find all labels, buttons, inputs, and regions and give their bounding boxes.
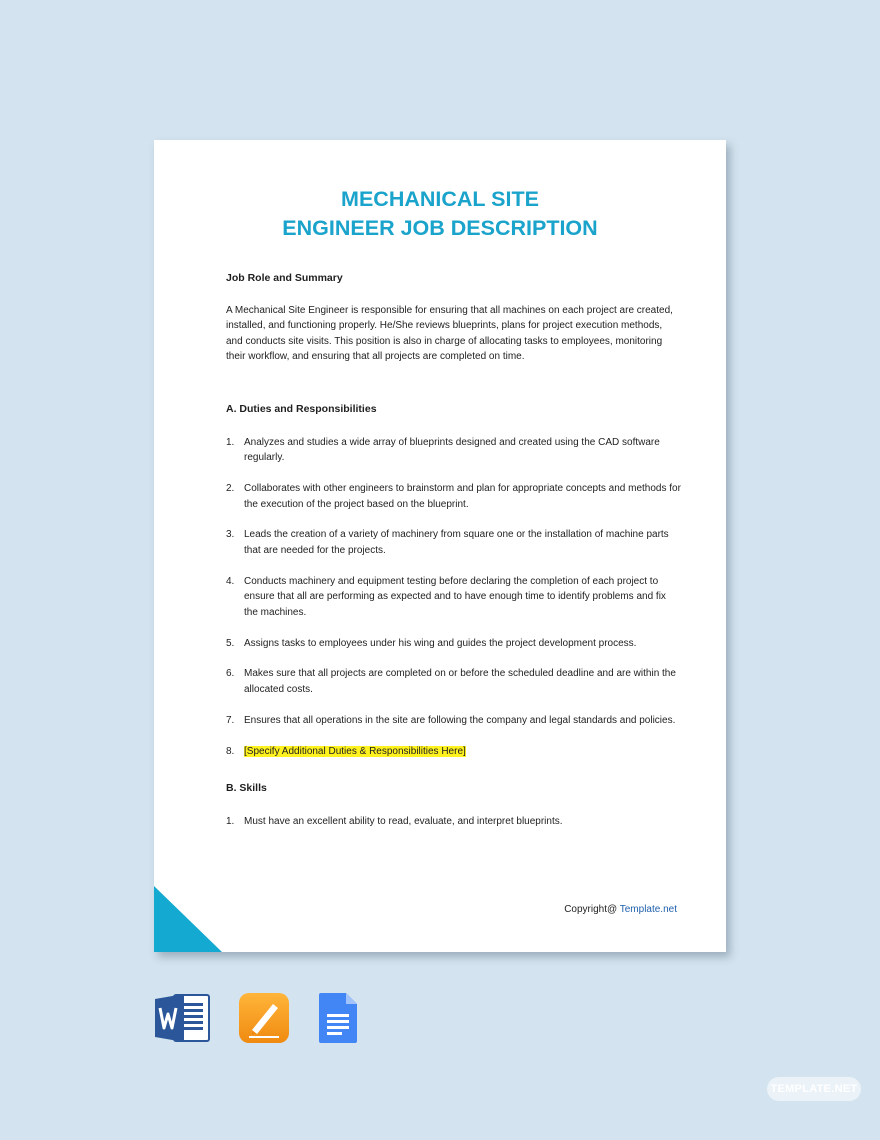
list-item xyxy=(226,814,681,830)
word-icon[interactable] xyxy=(154,992,212,1044)
copyright-label: Copyright@ xyxy=(564,904,620,915)
list-item xyxy=(226,636,681,652)
list-item-number: 4. xyxy=(226,575,235,587)
pages-icon[interactable] xyxy=(238,992,290,1044)
list-item-number: 1. xyxy=(226,436,235,448)
duties-section xyxy=(226,402,681,759)
placeholder-highlight[interactable]: [Specify Additional Duties & Responsibilities Here] xyxy=(244,745,466,757)
skills-list xyxy=(226,814,681,830)
list-item-text: Analyzes and studies a wide array of blueprints designed and created using the CAD software regularly. xyxy=(244,436,660,464)
list-item xyxy=(226,713,681,729)
list-item xyxy=(226,481,681,512)
list-item-number: 7. xyxy=(226,714,235,726)
list-item-text: Conducts machinery and equipment testing before declaring the completion of each project to ensure that all are performing as expected and to have enough time to identify problems and fix the machines. xyxy=(244,575,666,618)
watermark-badge: TEMPLATE.NET xyxy=(767,1077,861,1101)
corner-accent xyxy=(154,886,222,952)
document-page xyxy=(154,140,726,952)
document-body xyxy=(226,271,681,845)
title-line-2: ENGINEER JOB DESCRIPTION xyxy=(282,216,598,240)
skills-heading: B. Skills xyxy=(226,782,267,795)
copyright-notice xyxy=(564,904,677,915)
list-item-text: Collaborates with other engineers to brainstorm and plan for appropriate concepts and methods for the execution of the project based on the blueprint. xyxy=(244,482,681,510)
list-item-text: Leads the creation of a variety of machinery from square one or the installation of machine parts that are needed for the projects. xyxy=(244,529,669,556)
summary-paragraph: A Mechanical Site Engineer is responsible for ensuring that all machines on each project are created, installed, and functioning properly. He/She reviews blueprints, plans for project execution methods, and conducts site visits. This position is also in charge of allocating tasks to employees, monitoring their workflow, and ensuring that all projects are completed on time. xyxy=(226,304,673,363)
list-item xyxy=(226,574,681,621)
list-item-number: 6. xyxy=(226,668,235,680)
list-item-number: 1. xyxy=(226,815,235,827)
duties-list xyxy=(226,435,681,760)
summary-heading: Job Role and Summary xyxy=(226,272,343,284)
list-item-number: 8. xyxy=(226,745,235,757)
list-item-number: 5. xyxy=(226,637,235,649)
list-item xyxy=(226,666,681,697)
copyright-link[interactable]: Template.net xyxy=(619,904,677,915)
list-item-number: 3. xyxy=(226,529,235,541)
list-item-text: Makes sure that all projects are completed on or before the scheduled deadline and are within the allocated costs. xyxy=(244,668,676,696)
list-item-text: Assigns tasks to employees under his wing and guides the project development process. xyxy=(244,637,637,649)
title-line-1: MECHANICAL SITE xyxy=(341,187,539,211)
duties-heading: A. Duties and Responsibilities xyxy=(226,402,377,415)
list-item xyxy=(226,435,681,466)
list-item-text: Ensures that all operations in the site are following the company and legal standards and policies. xyxy=(244,714,676,726)
list-item xyxy=(226,744,681,760)
list-item-number: 2. xyxy=(226,482,235,494)
document-title xyxy=(154,185,726,243)
list-item-text: Must have an excellent ability to read, evaluate, and interpret blueprints. xyxy=(244,815,563,827)
skills-section xyxy=(226,781,681,829)
list-item xyxy=(226,527,681,558)
google-docs-icon[interactable] xyxy=(318,992,358,1044)
